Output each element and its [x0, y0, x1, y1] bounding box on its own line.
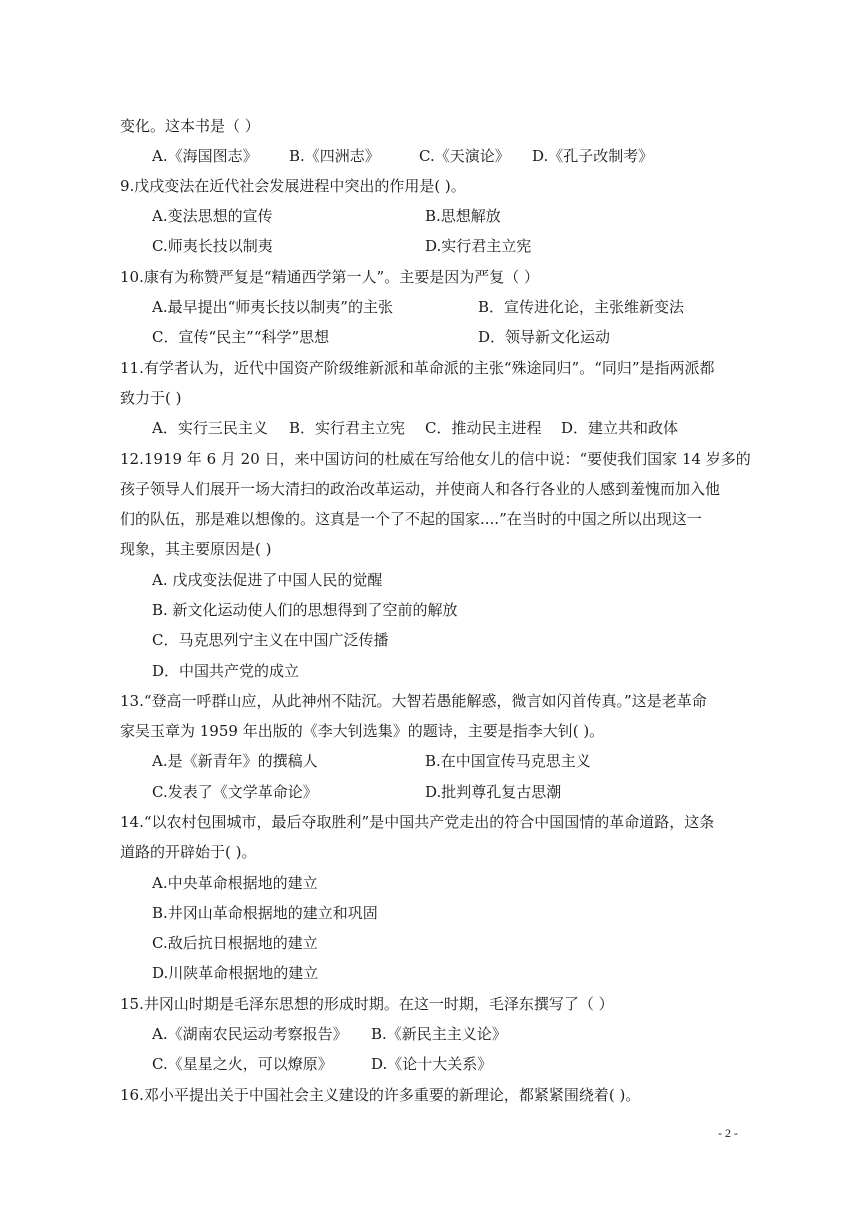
- question-10-options-row-2: [152, 322, 782, 352]
- question-9-stem: 9.戊戌变法在近代社会发展进程中突出的作用是( )。: [120, 177, 466, 195]
- option-c: C．推动民主进程: [425, 419, 542, 437]
- question-13-stem-line-1: 13.“登高一呼群山应，从此神州不陆沉。大智若愚能解惑，微言如闪首传真。”这是老革命: [120, 692, 707, 710]
- question-10-stem: 10.康有为称赞严复是“精通西学第一人”。主要是因为严复（ ）: [120, 268, 539, 286]
- question-10-options-row-1: [152, 292, 782, 322]
- question-12-option-a: A. 戊戌变法促进了中国人民的觉醒: [152, 571, 383, 589]
- question-8-stem-tail: 变化。这本书是（ ）: [120, 117, 260, 135]
- question-11-stem-line-1: 11.有学者认为，近代中国资产阶级维新派和革命派的主张“殊途同归”。“同归”是指两派都: [120, 359, 715, 377]
- question-15-stem: 15.井冈山时期是毛泽东思想的形成时期。在这一时期，毛泽东撰写了（ ）: [120, 995, 614, 1013]
- question-13-options-row-1: [152, 746, 782, 776]
- option-d: D.批判尊孔复古思潮: [425, 783, 562, 801]
- question-14-stem-line-2: 道路的开辟始于( )。: [120, 843, 257, 861]
- question-12-option-b: B. 新文化运动使人们的思想得到了空前的解放: [152, 601, 458, 619]
- option-b: B.《新民主主义论》: [371, 1025, 507, 1043]
- question-14-option-d: D.川陕革命根据地的建立: [152, 964, 319, 982]
- question-12-option-c: C．马克思列宁主义在中国广泛传播: [152, 631, 389, 649]
- option-b: B．宣传进化论，主张维新变法: [478, 298, 685, 316]
- question-15-options-row-2: [152, 1049, 782, 1079]
- question-12-stem-line-2: 孩子领导人们展开一场大清扫的政治改革运动，并使商人和各行各业的人感到羞愧而加入他: [120, 480, 721, 498]
- option-c: C.《天演论》: [419, 147, 510, 165]
- option-d: D.实行君主立宪: [425, 237, 532, 255]
- question-13-options-row-2: [152, 777, 782, 807]
- question-14-option-b: B.井冈山革命根据地的建立和巩固: [152, 904, 378, 922]
- question-14-stem-line-1: 14.“以农村包围城市，最后夺取胜利”是中国共产党走出的符合中国国情的革命道路，这条: [120, 813, 715, 831]
- option-c: C．宣传“民主”“科学”思想: [152, 328, 330, 346]
- option-d: D．领导新文化运动: [478, 328, 611, 346]
- option-b: B．实行君主立宪: [289, 419, 406, 437]
- question-9-options-row-2: [152, 231, 782, 261]
- question-12-stem-line-1: 12.1919 年 6 月 20 日，来中国访问的杜威在写给他女儿的信中说：“要使我们国家 14 岁多的: [120, 450, 751, 468]
- question-12-stem-line-4: 现象，其主要原因是( ): [120, 540, 272, 558]
- option-b: B.《四洲志》: [289, 147, 380, 165]
- question-8-options: [152, 141, 782, 171]
- option-a: A.《湖南农民运动考察报告》: [152, 1025, 348, 1043]
- question-12-option-d: D．中国共产党的成立: [152, 662, 300, 680]
- option-c: C.《星星之火，可以燎原》: [152, 1055, 333, 1073]
- question-15-options-row-1: [152, 1019, 782, 1049]
- question-11-stem-line-2: 致力于( ): [120, 389, 182, 407]
- option-b: B.在中国宣传马克思主义: [425, 752, 591, 770]
- page-number: - 2 -: [718, 1126, 738, 1140]
- question-12-stem-line-3: 们的队伍，那是难以想像的。这真是一个了不起的国家....”在当时的中国之所以出现这一: [120, 510, 702, 528]
- question-13-stem-line-2: 家吴玉章为 1959 年出版的《李大钊选集》的题诗，主要是指李大钊( )。: [120, 722, 605, 740]
- option-c: C.发表了《文学革命论》: [152, 783, 318, 801]
- option-d: D.《论十大关系》: [371, 1055, 493, 1073]
- question-14-option-c: C.敌后抗日根据地的建立: [152, 934, 318, 952]
- option-a: A.是《新青年》的撰稿人: [152, 752, 318, 770]
- question-16-stem: 16.邓小平提出关于中国社会主义建设的许多重要的新理论，都紧紧围绕着( )。: [120, 1086, 641, 1104]
- option-d: D．建立共和政体: [561, 419, 679, 437]
- option-c: C.师夷长技以制夷: [152, 237, 273, 255]
- option-b: B.思想解放: [425, 207, 501, 225]
- question-11-options: [152, 413, 782, 443]
- option-d: D.《孔子改制考》: [532, 147, 654, 165]
- question-9-options-row-1: [152, 201, 782, 231]
- option-a: A.变法思想的宣传: [152, 207, 273, 225]
- question-14-option-a: A.中央革命根据地的建立: [152, 874, 318, 892]
- option-a: A.最早提出“师夷长技以制夷”的主张: [152, 298, 393, 316]
- option-a: A．实行三民主义: [152, 419, 268, 437]
- option-a: A.《海国图志》: [152, 147, 258, 165]
